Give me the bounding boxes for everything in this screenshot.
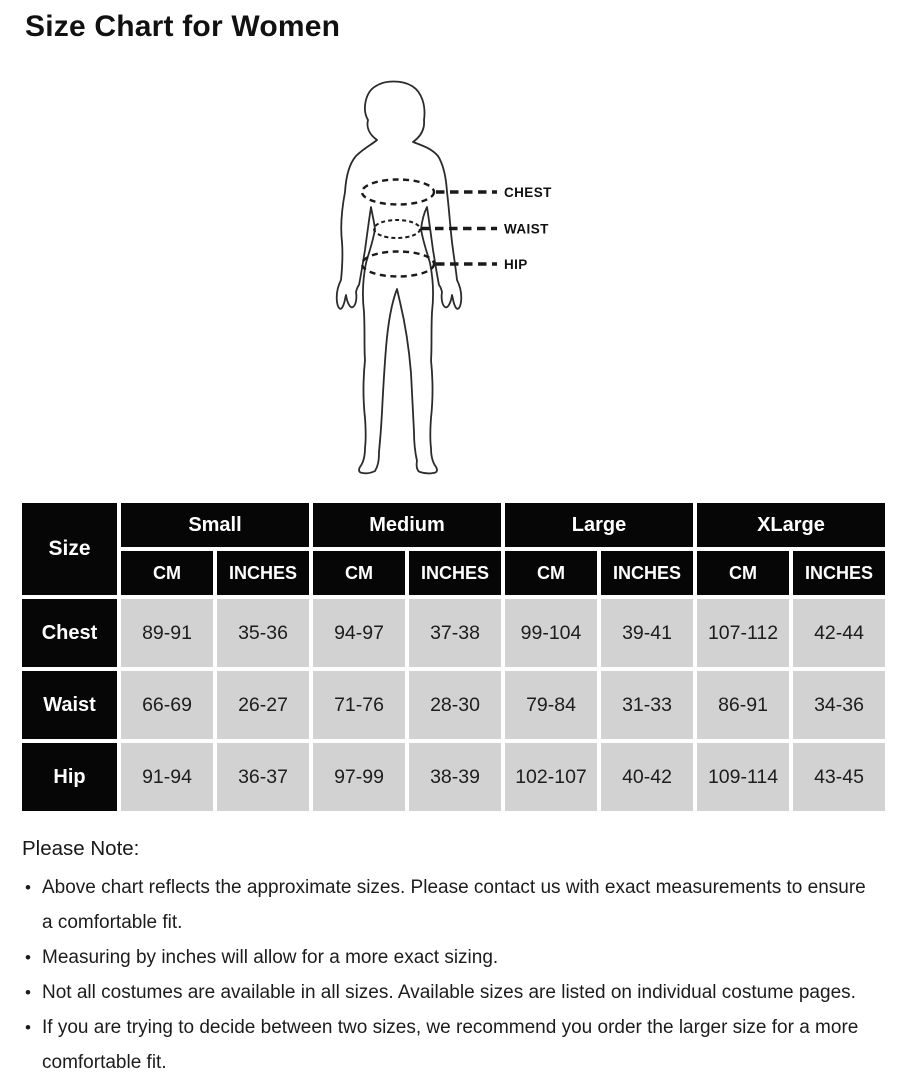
body-outline	[337, 82, 462, 474]
bullet-icon: •	[25, 948, 31, 967]
hip-label: HIP	[504, 257, 528, 272]
group-header-large: Large	[505, 503, 693, 547]
unit-header-inches: INCHES	[601, 551, 693, 595]
page-title: Size Chart for Women	[25, 10, 341, 43]
unit-header-inches: INCHES	[793, 551, 885, 595]
woman-outline-figure	[290, 80, 570, 480]
table-row-waist	[22, 671, 885, 739]
row-header-chest: Chest	[22, 599, 117, 667]
chest-medium-inches: 37-38	[409, 599, 501, 667]
note-item-availability	[22, 975, 867, 1010]
waist-xlarge-inches: 34-36	[793, 671, 885, 739]
table-row-hip	[22, 743, 885, 811]
note-item-approximate-sizes	[22, 870, 867, 940]
chest-large-inches: 39-41	[601, 599, 693, 667]
note-text: Measuring by inches will allow for a more exact sizing.	[42, 947, 499, 968]
unit-header-cm: CM	[697, 551, 789, 595]
waist-small-inches: 26-27	[217, 671, 309, 739]
unit-header-inches: INCHES	[217, 551, 309, 595]
table-corner-size-cell: Size	[22, 503, 117, 595]
size-table	[18, 499, 889, 815]
unit-header-cm: CM	[121, 551, 213, 595]
note-text: If you are trying to decide between two sizes, we recommend you order the larger size for a more comfortable fit.	[42, 1017, 859, 1073]
hip-large-inches: 40-42	[601, 743, 693, 811]
note-item-measuring-inches	[22, 940, 867, 975]
hip-xlarge-inches: 43-45	[793, 743, 885, 811]
waist-xlarge-cm: 86-91	[697, 671, 789, 739]
table-header-row-groups	[22, 503, 885, 547]
row-header-hip: Hip	[22, 743, 117, 811]
hip-medium-cm: 97-99	[313, 743, 405, 811]
waist-medium-inches: 28-30	[409, 671, 501, 739]
waist-large-inches: 31-33	[601, 671, 693, 739]
bullet-icon: •	[25, 1018, 31, 1037]
note-text: Not all costumes are available in all sizes. Available sizes are listed on individual costume pages.	[42, 982, 856, 1003]
group-header-xlarge: XLarge	[697, 503, 885, 547]
waist-large-cm: 79-84	[505, 671, 597, 739]
unit-header-inches: INCHES	[409, 551, 501, 595]
unit-header-cm: CM	[313, 551, 405, 595]
chest-medium-cm: 94-97	[313, 599, 405, 667]
chest-large-cm: 99-104	[505, 599, 597, 667]
waist-label: WAIST	[504, 221, 549, 237]
chest-label: CHEST	[504, 185, 552, 200]
chest-small-cm: 89-91	[121, 599, 213, 667]
table-header-row-units	[22, 551, 885, 595]
body-measurement-diagram	[290, 80, 570, 480]
bullet-icon: •	[25, 878, 31, 897]
hip-large-cm: 102-107	[505, 743, 597, 811]
bullet-icon: •	[25, 983, 31, 1002]
waist-small-cm: 66-69	[121, 671, 213, 739]
hip-medium-inches: 38-39	[409, 743, 501, 811]
unit-header-cm: CM	[505, 551, 597, 595]
chest-xlarge-cm: 107-112	[697, 599, 789, 667]
chest-xlarge-inches: 42-44	[793, 599, 885, 667]
note-text: Above chart reflects the approximate sizes. Please contact us with exact measurements to ensure a comfortable fit.	[42, 877, 866, 933]
notes-list	[22, 870, 867, 1080]
hip-xlarge-cm: 109-114	[697, 743, 789, 811]
chest-small-inches: 35-36	[217, 599, 309, 667]
note-item-between-sizes	[22, 1010, 867, 1080]
hip-small-inches: 36-37	[217, 743, 309, 811]
hip-small-cm: 91-94	[121, 743, 213, 811]
row-header-waist: Waist	[22, 671, 117, 739]
table-row-chest	[22, 599, 885, 667]
notes-section	[22, 836, 867, 1080]
notes-heading: Please Note:	[22, 837, 140, 860]
group-header-medium: Medium	[313, 503, 501, 547]
waist-medium-cm: 71-76	[313, 671, 405, 739]
group-header-small: Small	[121, 503, 309, 547]
